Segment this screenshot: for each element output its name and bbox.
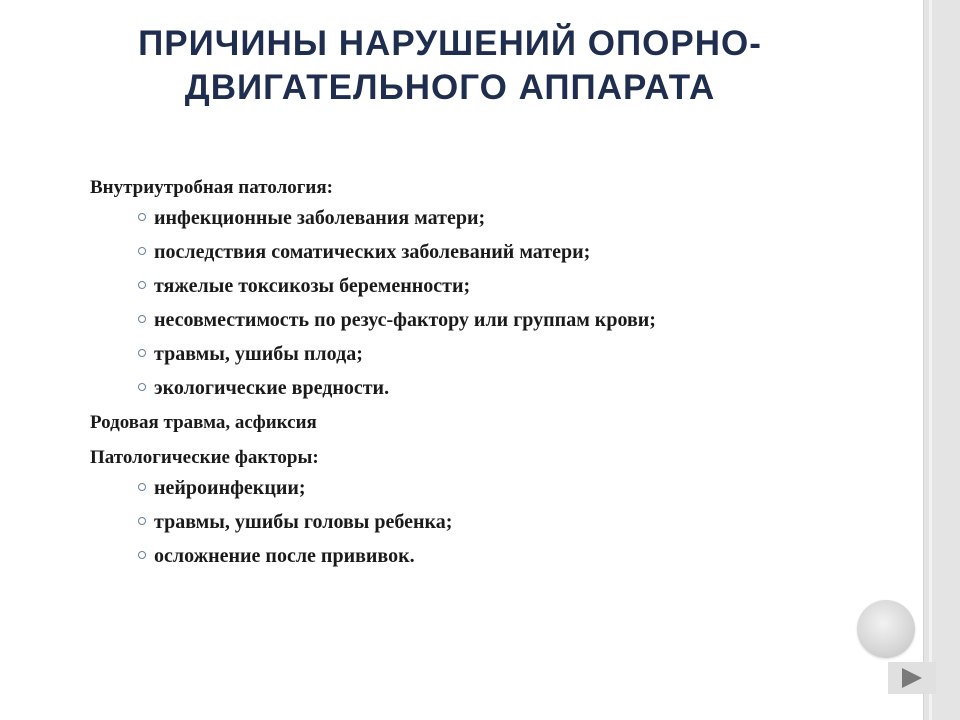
bullet-icon <box>138 551 146 559</box>
list-item <box>90 273 810 300</box>
list-item-text: нейроинфекции; <box>154 477 306 499</box>
list-intrauterine <box>90 205 810 402</box>
list-item <box>90 543 810 570</box>
list-item <box>90 475 810 502</box>
circle-icon[interactable] <box>857 600 915 658</box>
list-item-text: несовместимость по резус-фактору или группам крови; <box>154 309 656 331</box>
bullet-icon <box>138 349 146 357</box>
list-item <box>90 239 810 266</box>
bullet-icon <box>138 483 146 491</box>
list-item <box>90 307 810 334</box>
play-arrow-icon <box>902 668 922 688</box>
list-item <box>90 509 810 536</box>
section-heading-birth-trauma: Родовая травма, асфиксия <box>90 412 317 433</box>
list-item-text: экологические вредности. <box>154 377 390 399</box>
bullet-icon <box>138 213 146 221</box>
next-slide-button[interactable] <box>888 662 936 694</box>
list-item-text: осложнение после прививок. <box>154 545 415 567</box>
list-item-text: травмы, ушибы головы ребенка; <box>154 511 453 533</box>
list-item <box>90 341 810 368</box>
list-item-text: травмы, ушибы плода; <box>154 343 363 365</box>
list-item <box>90 205 810 232</box>
slide-content <box>90 174 810 577</box>
section-heading-pathological-factors: Патологические факторы: <box>90 447 319 468</box>
list-item-text: последствия соматических заболеваний матери; <box>154 241 591 263</box>
bullet-icon <box>138 315 146 323</box>
bullet-icon <box>138 281 146 289</box>
list-item-text: инфекционные заболевания матери; <box>154 207 486 229</box>
bullet-icon <box>138 247 146 255</box>
list-pathological-factors <box>90 475 810 570</box>
slide-title: ПРИЧИНЫ НАРУШЕНИЙ ОПОРНО-ДВИГАТЕЛЬНОГО АППАРАТА <box>138 24 762 107</box>
section-heading-intrauterine: Внутриутробная патология: <box>90 177 333 198</box>
side-band-stripe <box>929 0 932 720</box>
bullet-icon <box>138 517 146 525</box>
list-item <box>90 375 810 402</box>
list-item-text: тяжелые токсикозы беременности; <box>154 275 471 297</box>
bullet-icon <box>138 383 146 391</box>
